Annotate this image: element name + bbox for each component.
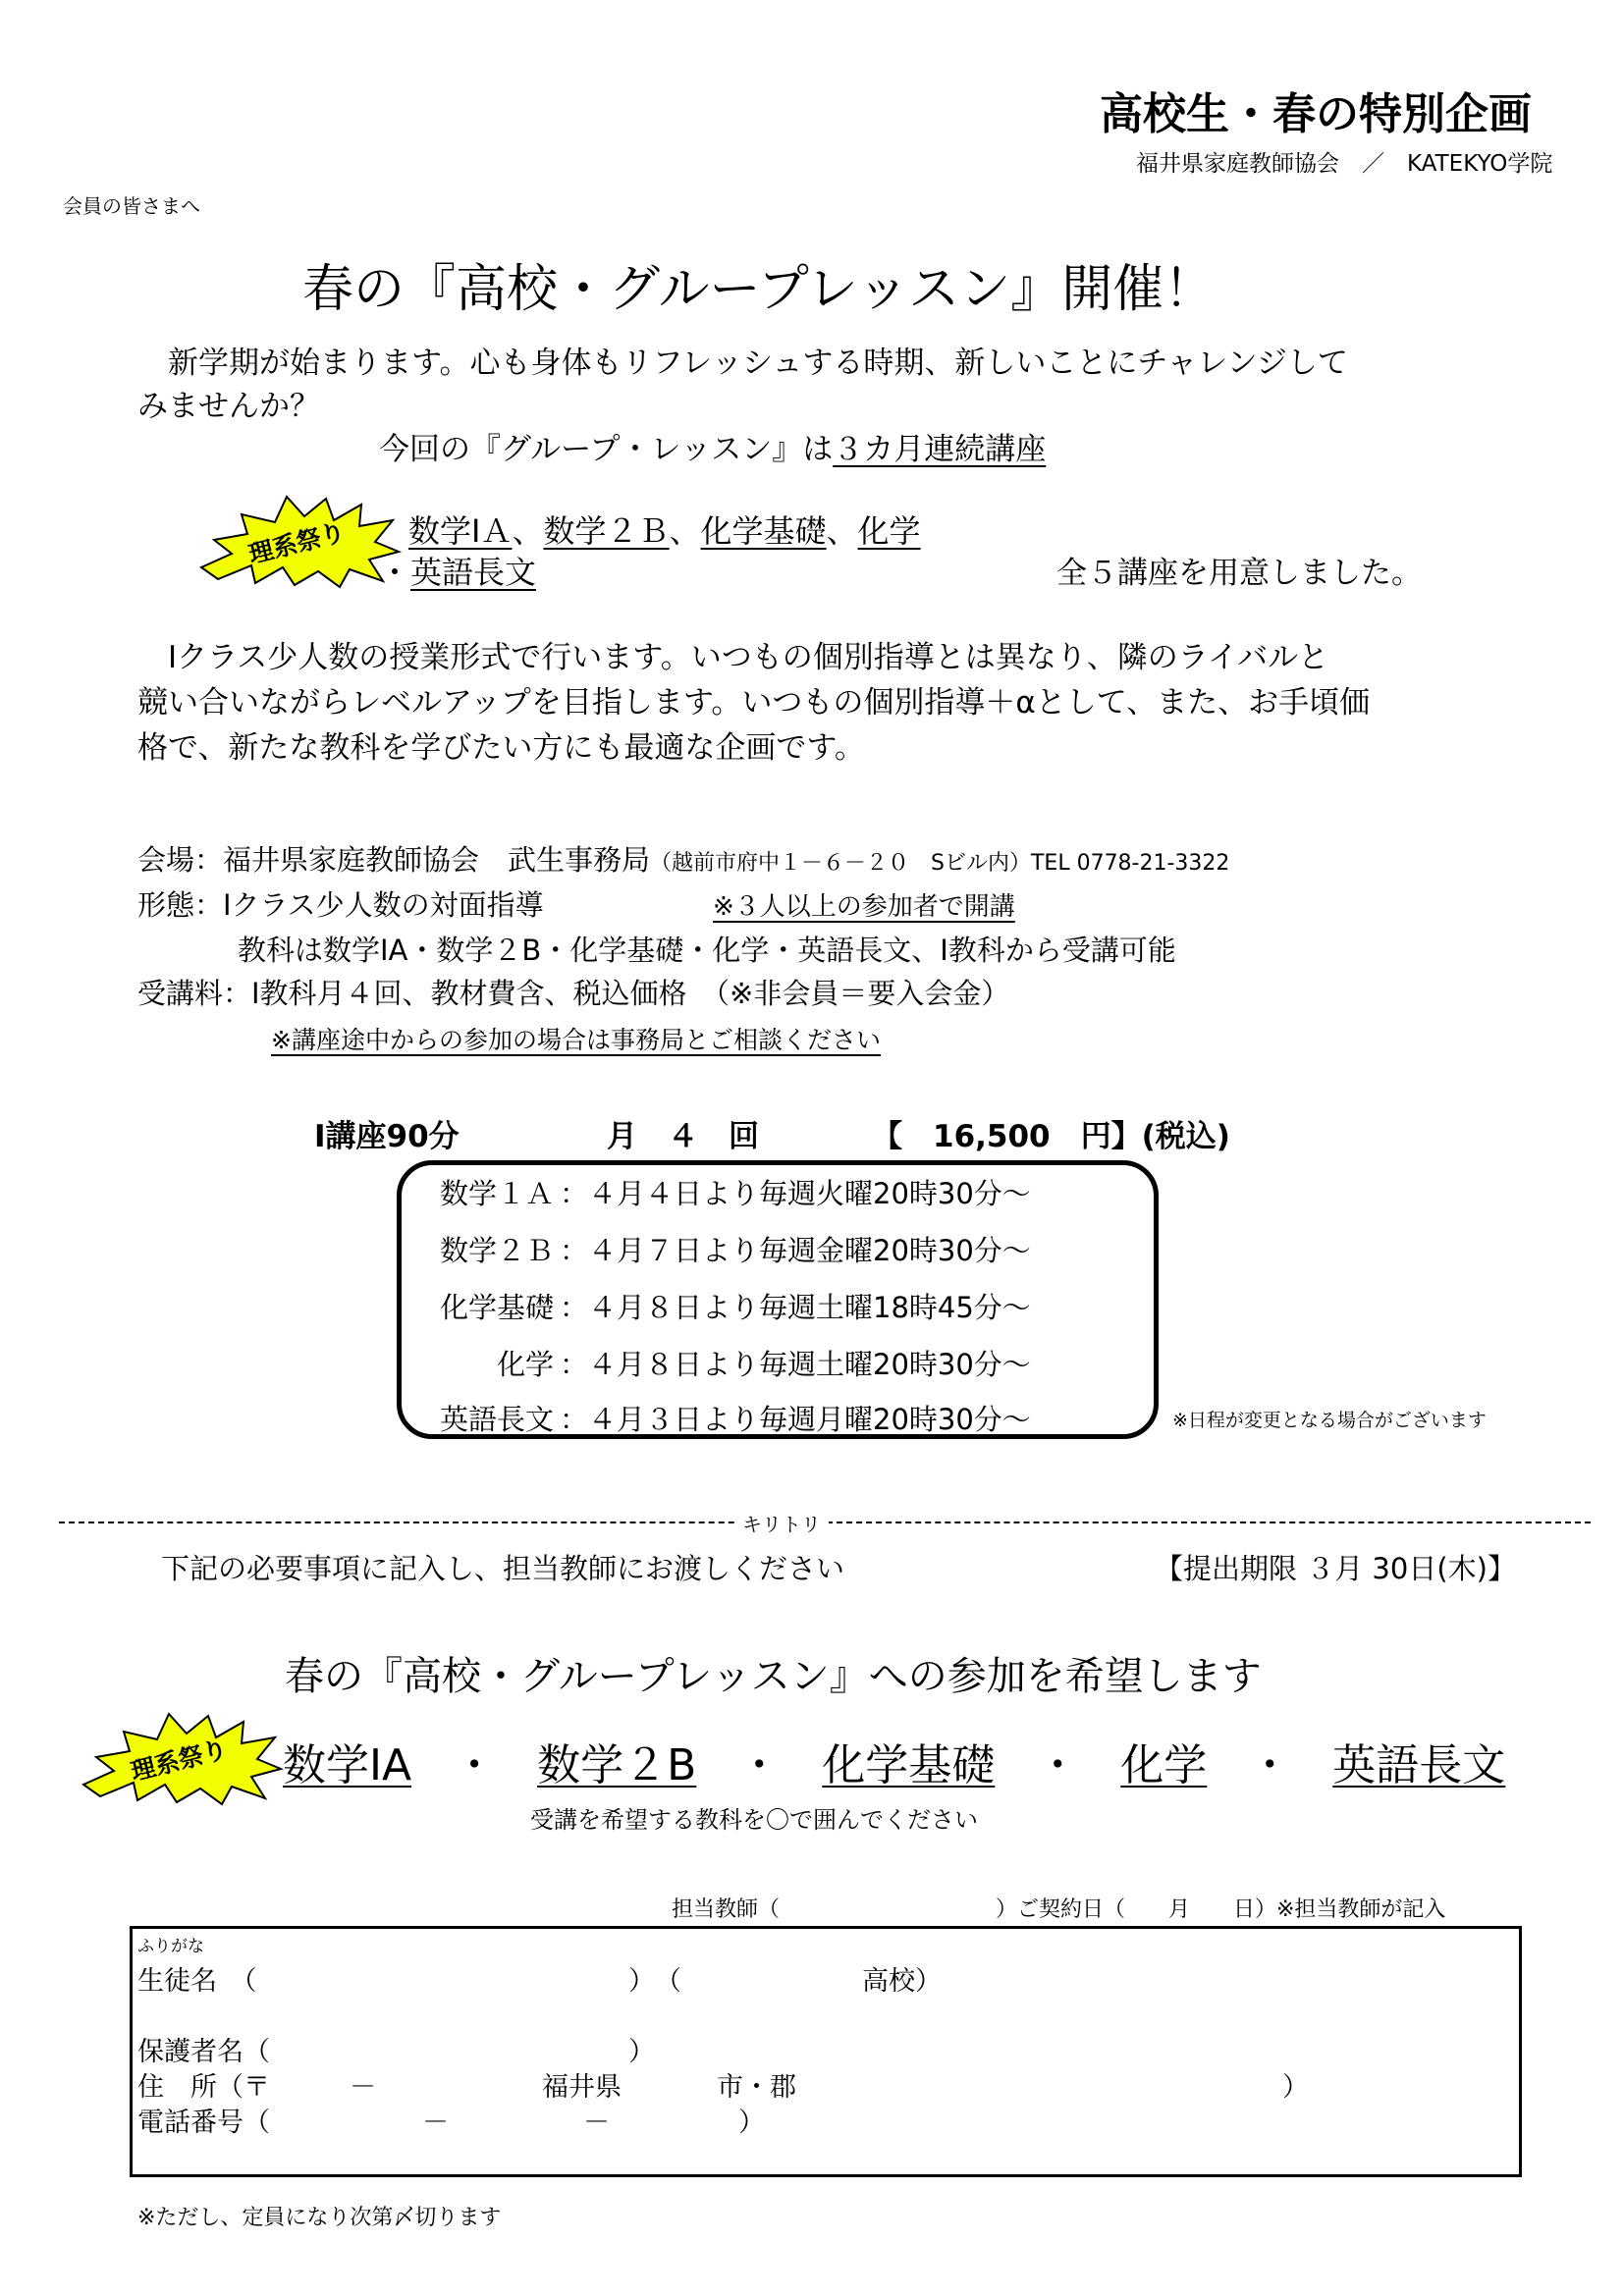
badge-label: 理系祭り xyxy=(245,517,349,569)
teacher-line: 担当教師（ ）ご契約日（ 月 日）※担当教師が記入 xyxy=(672,1897,1446,1922)
course-dot: ・ xyxy=(379,554,411,591)
intro-line-3 xyxy=(379,424,1046,468)
page-header-title: 高校生・春の特別企画 xyxy=(1100,89,1532,139)
phone-dash-2: － xyxy=(583,2108,610,2138)
intro-line-3-prefix: 今回の『グループ・レッスン』は xyxy=(379,432,834,467)
address-field[interactable]: 住 所（〒 － xyxy=(137,2072,376,2103)
guardian-field[interactable]: 保護者名（ xyxy=(137,2037,270,2067)
courses-line-2 xyxy=(379,548,536,593)
form-instruction: 下記の必要事項に記入し、担当教師にお渡しください xyxy=(161,1552,845,1585)
schedule-time: ：４月７日より毎週金曜20時30分～ xyxy=(560,1234,1031,1267)
option-separator: ・ xyxy=(1248,1740,1292,1790)
schedule-subject: 化学基礎 xyxy=(439,1291,554,1324)
course-english: 英語長文 xyxy=(410,554,537,591)
course-math-1a: 数学ⅠＡ xyxy=(408,512,513,550)
option-separator: ・ xyxy=(453,1740,497,1790)
schedule-time: ：４月４日より毎週火曜20時30分～ xyxy=(560,1177,1031,1210)
option-math-2b[interactable]: 数学２B xyxy=(537,1740,697,1790)
course-math-2b: 数学２Ｂ xyxy=(543,512,670,550)
schedule-row xyxy=(416,1172,1031,1212)
intro-line-2: みませんか？ xyxy=(137,389,320,424)
description-line-1: Ⅰクラス少人数の授業形式で行います。いつもの個別指導とは異なり、隣のライバルと xyxy=(137,640,1329,675)
option-english[interactable]: 英語長文 xyxy=(1332,1740,1506,1790)
rikei-matsuri-badge xyxy=(196,491,403,589)
schedule-time: ：４月８日より毎週土曜20時30分～ xyxy=(560,1348,1031,1381)
student-name-field[interactable]: 生徒名 （ xyxy=(137,1966,257,1997)
schedule-time: ：４月３日より毎週月曜20時30分～ xyxy=(560,1403,1031,1436)
phone-close: ） xyxy=(738,2108,765,2138)
student-name-close: ） （ xyxy=(628,1966,681,1997)
footer-note: ※ただし、定員になり次第〆切ります xyxy=(137,2206,502,2230)
address-city: 市・郡 xyxy=(717,2072,796,2103)
schedule-subject: 数学１Ａ xyxy=(439,1177,554,1210)
form-deadline: 【提出期限 ３月 30日(木)】 xyxy=(1155,1552,1516,1585)
description-line-2: 競い合いながらレベルアップを目指します。いつもの個別指導＋αとして、また、お手頃価 xyxy=(137,685,1371,721)
intro-line-3-emphasis: ３カ月連続講座 xyxy=(833,432,1047,467)
lesson-duration: Ⅰ講座90分 xyxy=(314,1119,460,1154)
schedule-note: ※日程が変更となる場合がございます xyxy=(1172,1410,1487,1431)
phone-dash-1: － xyxy=(422,2108,449,2138)
courses-line-1 xyxy=(408,507,921,552)
address-close: ） xyxy=(1282,2072,1309,2103)
guardian-close: ） xyxy=(628,2037,655,2067)
format-label: 形態：Ⅰクラス少人数の対面指導 xyxy=(137,888,544,922)
main-title: 春の『高校・グループレッスン』開催！ xyxy=(302,260,1216,319)
school-field[interactable]: 高校） xyxy=(862,1966,942,1997)
cut-line xyxy=(59,1512,1591,1536)
subjects-line: 教科は数学ⅠA・数学２B・化学基礎・化学・英語長文、Ⅰ教科から受講可能 xyxy=(238,934,1176,967)
venue-label: 会場：福井県家庭教師協会 武生事務局 xyxy=(137,843,651,877)
fee-note: ※講座途中からの参加の場合は事務局とご相談ください xyxy=(271,1026,881,1054)
format-note: ※３人以上の参加者で開講 xyxy=(713,892,1015,922)
option-chem[interactable]: 化学 xyxy=(1120,1740,1208,1790)
courses-total: 全５講座を用意しました。 xyxy=(1056,556,1422,591)
fee-line: 受講料：Ⅰ教科月４回、教材費含、税込価格 （※非会員＝要入会金） xyxy=(137,977,1010,1010)
intro-line-1: 新学期が始まります。心も身体もリフレッシュする時期、新しいことにチャレンジして xyxy=(137,346,1348,381)
rikei-matsuri-badge-2 xyxy=(79,1708,285,1806)
furigana-label: ふりがな xyxy=(137,1937,204,1956)
course-options xyxy=(283,1730,1505,1792)
course-separator: 、 xyxy=(669,512,701,550)
course-chem-basic: 化学基礎 xyxy=(700,512,827,550)
badge-label: 理系祭り xyxy=(128,1735,231,1787)
course-chem: 化学 xyxy=(857,512,921,550)
venue-address: （越前市府中１－６－２０ Sビル内）TEL 0778-21-3322 xyxy=(650,851,1230,876)
cut-label: キリトリ xyxy=(734,1509,829,1537)
phone-field[interactable]: 電話番号（ xyxy=(137,2108,270,2138)
schedule-time: ：４月８日より毎週土曜18時45分～ xyxy=(560,1291,1031,1324)
venue-line xyxy=(137,838,1229,879)
course-separator: 、 xyxy=(826,512,858,550)
option-separator: ・ xyxy=(737,1740,782,1790)
greeting: 会員の皆さまへ xyxy=(63,194,200,218)
schedule-row xyxy=(416,1286,1031,1326)
options-note: 受講を希望する教科を〇で囲んでください xyxy=(530,1806,978,1834)
schedule-row xyxy=(416,1343,1031,1383)
schedule-row xyxy=(416,1229,1031,1269)
schedule-row xyxy=(416,1398,1031,1438)
schedule-subject: 化学 xyxy=(496,1348,554,1381)
lesson-price: 【 16,500 円】(税込) xyxy=(872,1119,1230,1154)
address-prefecture: 福井県 xyxy=(542,2072,622,2103)
organization-name: 福井県家庭教師協会 ／ KATEKYO学院 xyxy=(1136,151,1553,177)
application-form xyxy=(130,1926,1522,2177)
wish-title: 春の『高校・グループレッスン』への参加を希望します xyxy=(285,1654,1262,1699)
option-math-1a[interactable]: 数学ⅠA xyxy=(283,1740,412,1790)
description-line-3: 格で、新たな教科を学びたい方にも最適な企画です。 xyxy=(137,730,865,766)
course-separator: 、 xyxy=(512,512,544,550)
schedule-subject: 英語長文 xyxy=(439,1403,554,1436)
lesson-frequency: 月 ４ 回 xyxy=(607,1119,759,1154)
schedule-subject: 数学２Ｂ xyxy=(439,1234,554,1267)
option-chem-basic[interactable]: 化学基礎 xyxy=(822,1740,996,1790)
option-separator: ・ xyxy=(1036,1740,1080,1790)
